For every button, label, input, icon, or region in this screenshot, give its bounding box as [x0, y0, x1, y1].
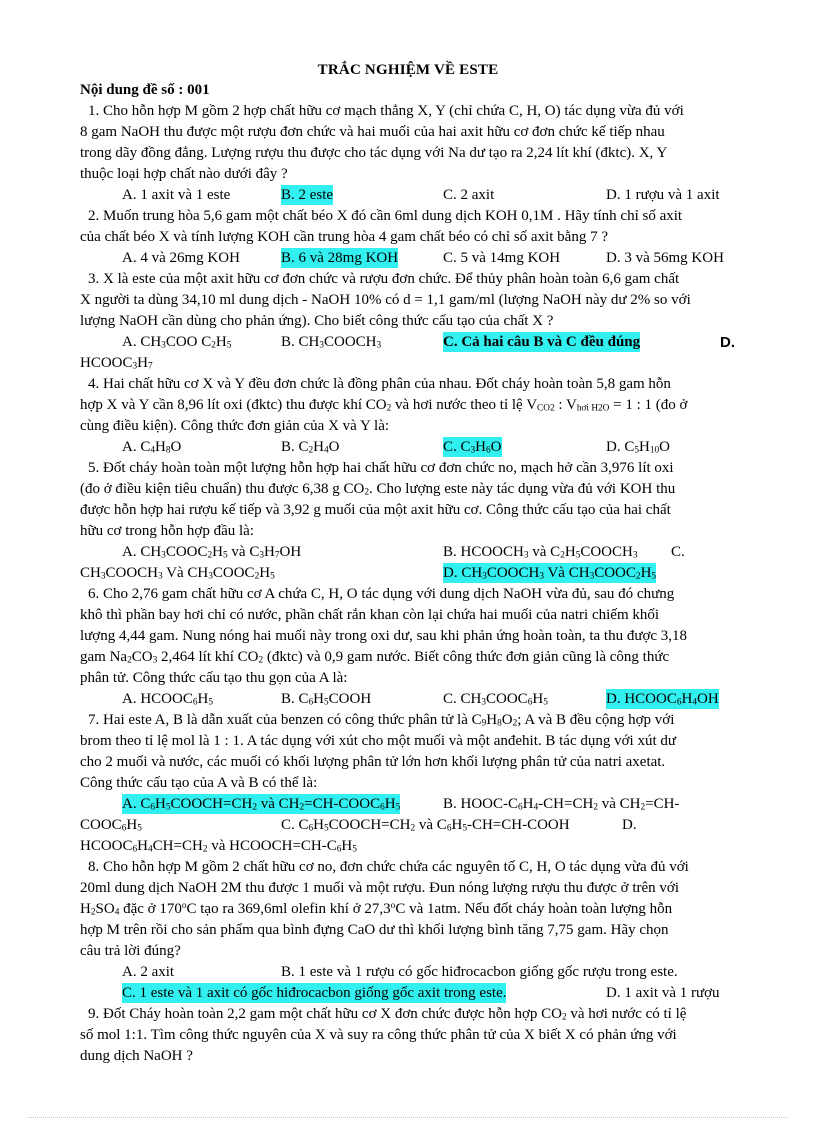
q2-option-a: A. 4 và 26mg KOH	[122, 250, 240, 266]
q1-option-d: D. 1 rượu và 1 axit	[606, 187, 720, 203]
exam-heading: Nội dung đề số : 001	[80, 82, 210, 98]
q5-option-b: B. $HCOOCH_3$ và $C_2H_5COOCH_3$	[443, 544, 638, 561]
q7-line1: 7. Hai este A, B là dẫn xuất của benzen có công thức phân tử là $C_9H_8O_2$; A và B đều cộng hợp với	[88, 712, 675, 729]
q4-option-b: B. $C_2H_4O$	[281, 439, 340, 456]
q3-option-d-label: D.	[720, 334, 735, 351]
q4-line2: hợp X và Y cần 8,96 lít oxi (đktc) thu được khí $CO_2$ và hơi nước theo tỉ lệ $V_{CO2}$ : $V_{hơi H2O} = 1$ : 1 (đo ở	[80, 397, 688, 414]
q8-option-a: A. 2 axit	[122, 964, 175, 980]
q8-option-d: D. 1 axit và 1 rượu	[606, 985, 720, 1001]
q4-option-d: D. $C_5H_{10}O$	[606, 439, 670, 456]
q7-option-d: $HCOOC_6H_4CH=CH_2$ và $HCOOCH=CH-C_6H_5$	[80, 838, 357, 855]
q8-line5: câu trả lời đúng?	[80, 943, 181, 959]
q3-line1: 3. X là este của một axit hữu cơ đơn chức và rượu đơn chức. Để thủy phân hoàn toàn 6,6 gam chất	[88, 271, 680, 287]
q8-line1: 8. Cho hỗn hợp M gồm 2 chất hữu cơ no, đơn chức chứa các nguyên tố C, H, O tác dụng vừa đủ với	[88, 859, 689, 875]
q6-line2: khô thì phần bay hơi chỉ có nước, phần chất rắn khan còn lại chứa hai muối của natri chiếm khối	[80, 607, 660, 623]
q7-line4: Công thức cấu tạo của A và B có thể là:	[80, 775, 318, 791]
q6-line4: gam $Na_2CO_3$ 2,464 lít khí $CO_2$ (đktc) và 0,9 gam nước. Biết công thức đơn giản cũng là công thức	[80, 649, 670, 666]
q8-line3: $H_2SO_4$ đặc ở 170$^o$C tạo ra 369,6ml olefin khí ở 27,3$^o$C và 1atm. Nếu đốt cháy hoàn toàn lượng hỗn	[80, 900, 673, 918]
q4-line1: 4. Hai chất hữu cơ X và Y đều đơn chức là đồng phân của nhau. Đốt cháy hoàn toàn 5,8 gam hỗn	[88, 376, 671, 392]
q8-option-c-highlighted: C. 1 este và 1 axit có gốc hiđrocacbon giống gốc axit trong este.	[122, 985, 507, 1001]
q2-option-d: D. 3 và 56mg KOH	[606, 250, 724, 266]
q3-option-d-formula: $HCOOC_3H_7$	[80, 355, 153, 372]
q9-line2: số mol 1:1. Tìm công thức nguyên của X và suy ra công thức phân tử của X biết X có phản ứng với	[80, 1027, 677, 1043]
q1-line4: thuộc loại hợp chất nào dưới đây ?	[80, 166, 288, 182]
q6-option-b: B. $C_6H_5COOH$	[281, 691, 372, 708]
q7-option-d-label: D.	[622, 817, 637, 833]
q6-option-d-highlighted: D. $HCOOC_6H_4OH$	[606, 691, 719, 708]
q6-line5: phân tử. Công thức cấu tạo thu gọn của A là:	[80, 670, 348, 686]
q1-option-b-highlighted: B. 2 este	[281, 187, 334, 203]
q3-option-c-highlighted: C. Cả hai câu B và C đều đúng	[443, 334, 641, 350]
q5-line3: được hỗn hợp hai rượu kế tiếp và 3,92 g muối của một axit hữu cơ. Công thức cấu tạo của hai chất	[80, 502, 671, 518]
q1-option-a: A. 1 axit và 1 este	[122, 187, 231, 203]
q7-option-a-highlighted: A. $C_6H_5COOCH=CH_2$ và $CH_2=CH-COOC_6H_5$	[122, 796, 401, 813]
q6-option-c: C. $CH_3COOC_6H_5$	[443, 691, 548, 708]
page-bottom-border	[28, 1117, 788, 1118]
q5-line4: hữu cơ trong hỗn hợp đầu là:	[80, 523, 254, 539]
q5-option-c-label: C.	[671, 544, 685, 560]
q5-option-c: $CH_3COOCH_3$ Và $CH_3COOC_2H_5$	[80, 565, 275, 582]
q5-line2: (đo ở điều kiện tiêu chuẩn) thu được 6,38 g $CO_2$. Cho lượng este này tác dụng vừa đủ với KOH thu	[80, 481, 676, 498]
q7-option-b: B. HOOC-$C_6H_4-CH=CH_2$ và $CH_2=CH-$	[443, 796, 680, 813]
q4-line3: cùng điều kiện). Công thức đơn giản của X và Y là:	[80, 418, 390, 434]
q7-line2: brom theo tỉ lệ mol là 1 : 1. A tác dụng với xút cho một muối và một anđehit. B tác dụng với xút dư	[80, 733, 677, 749]
q2-option-c: C. 5 và 14mg KOH	[443, 250, 561, 266]
q5-line1: 5. Đốt cháy hoàn toàn một lượng hỗn hợp hai chất hữu cơ đơn chức no, mạch hở cần 3,976 lít oxi	[88, 460, 674, 476]
q8-option-b: B. 1 este và 1 rượu có gốc hiđrocacbon giống gốc rượu trong este.	[281, 964, 678, 980]
q7-option-c: C. $C_6H_5COOCH=CH_2$ và $C_6H_5-CH=CH$-COOH	[281, 817, 570, 834]
q8-line4: hợp M trên rồi cho sản phẩm qua bình đựng CaO dư thì khối lượng bình tăng 7,75 gam. Hãy chọn	[80, 922, 669, 938]
q3-option-b: B. $CH_3COOCH_3$	[281, 334, 382, 351]
q9-line1: 9. Đốt Cháy hoàn toàn 2,2 gam một chất hữu cơ X đơn chức được hỗn hợp $CO_2$ và hơi nước có tỉ lệ	[88, 1006, 687, 1023]
q1-line3: trong dãy đồng đẳng. Lượng rượu thu được cho tác dụng với Na dư tạo ra 2,24 lít khí (đktc). X, Y	[80, 145, 668, 161]
q5-option-a: A. $CH_3COOC_2H_5$ và $C_3H_7OH$	[122, 544, 302, 561]
q5-option-d-highlighted: D. $CH_3COOCH_3$ Và $CH_3COOC_2H_5$	[443, 565, 657, 582]
q6-line1: 6. Cho 2,76 gam chất hữu cơ A chứa C, H, O tác dụng với dung dịch NaOH vừa đủ, sau đó chưng	[88, 586, 675, 602]
q3-option-a: A. $CH_3COO$ $C_2H_5$	[122, 334, 232, 351]
q4-option-c-highlighted: C. $C_3H_6O$	[443, 439, 502, 456]
q1-line1: 1. Cho hỗn hợp M gồm 2 hợp chất hữu cơ mạch thẳng X, Y (chỉ chứa C, H, O) tác dụng vừa đủ với	[88, 103, 684, 119]
q1-option-c: C. 2 axit	[443, 187, 495, 203]
q2-line2: của chất béo X và tính lượng KOH cần trung hòa 4 gam chất béo có chỉ số axit bằng 7 ?	[80, 229, 608, 245]
page-title: TRẮC NGHIỆM VỀ ESTE	[317, 62, 499, 78]
q2-option-b-highlighted: B. 6 và 28mg KOH	[281, 250, 399, 266]
q7-line3: cho 2 muối và nước, các muối có khối lượng phân tử lớn hơn khối lượng phân tử của natri axetat.	[80, 754, 666, 770]
q6-option-a: A. $HCOOC_6H_5$	[122, 691, 213, 708]
q3-line3: lượng NaOH cần dùng cho phản ứng). Cho biết công thức cấu tạo của chất X ?	[80, 313, 554, 329]
q6-line3: lượng 4,44 gam. Nung nóng hai muối này trong oxi dư, sau khi phản ứng hoàn toàn, ta thu được 3,18	[80, 628, 688, 644]
q8-line2: 20ml dung dịch NaOH 2M thu được 1 muối và một rượu. Đun nóng lượng rượu thu được ở trên với	[80, 880, 680, 896]
q1-line2: 8 gam NaOH thu được một rượu đơn chức và hai muối của hai axit hữu cơ đơn chức kế tiếp nhau	[80, 124, 665, 140]
q9-line3: dung dịch NaOH ?	[80, 1048, 193, 1064]
q2-line1: 2. Muốn trung hòa 5,6 gam một chất béo X đó cần 6ml dung dịch KOH 0,1M . Hãy tính chỉ số axit	[88, 208, 683, 224]
q7-option-b-continued: $COOC_6H_5$	[80, 817, 142, 834]
q3-line2: X người ta dùng 34,10 ml dung dịch - NaOH 10% có d = 1,1 gam/ml (lượng NaOH này dư 2% so với	[80, 292, 691, 308]
q4-option-a: A. $C_4H_8O$	[122, 439, 182, 456]
